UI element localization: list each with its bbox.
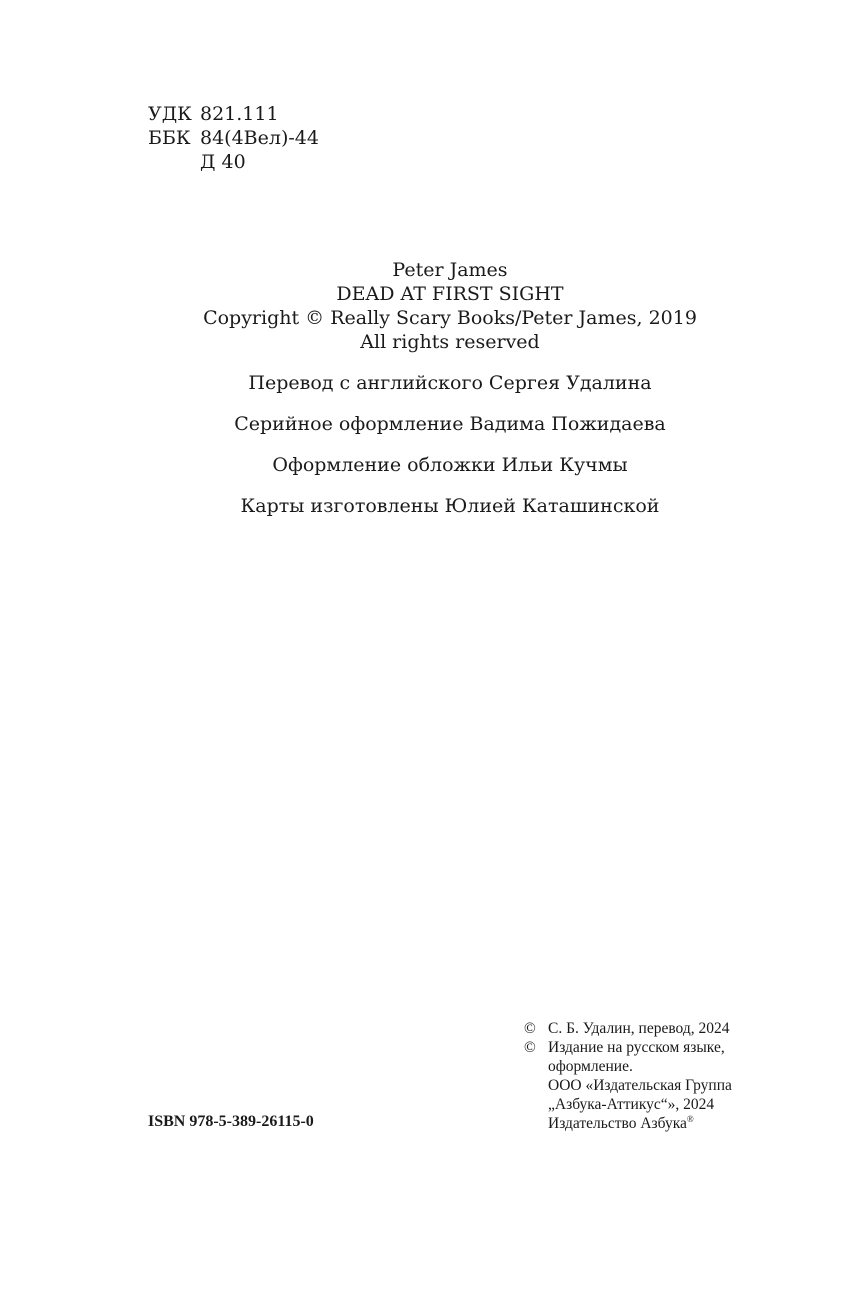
classification-block: [148, 102, 319, 174]
author-mark-row: [148, 150, 319, 174]
rights-reserved: All rights reserved: [360, 331, 540, 353]
edition-copyright-row: [524, 1038, 732, 1057]
russian-copyright-block: [524, 1019, 732, 1133]
copyright-symbol: ©: [524, 1039, 536, 1056]
translator-copyright: С. Б. Удалин, перевод, 2024: [548, 1020, 730, 1037]
udk-label: УДК: [148, 103, 192, 125]
title-credits-block: [0, 258, 856, 518]
bbk-value: 84(4Вел)-44: [200, 127, 319, 149]
author-mark: Д 40: [200, 151, 246, 173]
edition-line-3: ООО «Издательская Группа: [548, 1077, 732, 1094]
copyright-symbol: ©: [524, 1020, 536, 1037]
udk-row: [148, 102, 319, 126]
edition-line-2: оформление.: [548, 1058, 633, 1075]
isbn: ISBN 978-5-389-26115-0: [148, 1113, 314, 1130]
bbk-row: [148, 126, 319, 150]
translation-credit: Перевод с английского Сергея Удалина: [248, 372, 652, 394]
edition-line-4: „Азбука-Аттикус“», 2024: [548, 1096, 715, 1113]
original-title: DEAD AT FIRST SIGHT: [336, 283, 564, 305]
maps-credit: Карты изготовлены Юлией Каташинской: [240, 495, 660, 517]
cover-design-credit: Оформление обложки Ильи Кучмы: [272, 454, 628, 476]
series-design-credit: Серийное оформление Вадима Пожидаева: [234, 413, 666, 435]
original-copyright: Copyright © Really Scary Books/Peter James, 2019: [203, 307, 697, 329]
edition-line-1: Издание на русском языке,: [548, 1039, 725, 1056]
publisher-line: [548, 1114, 694, 1133]
udk-value: 821.111: [200, 103, 279, 125]
bbk-label: ББК: [148, 127, 191, 149]
registered-trademark-mark: ®: [686, 1113, 694, 1124]
original-author: Peter James: [392, 259, 508, 281]
translator-copyright-row: [524, 1019, 732, 1038]
publisher-name: Издательство Азбука: [548, 1115, 687, 1132]
